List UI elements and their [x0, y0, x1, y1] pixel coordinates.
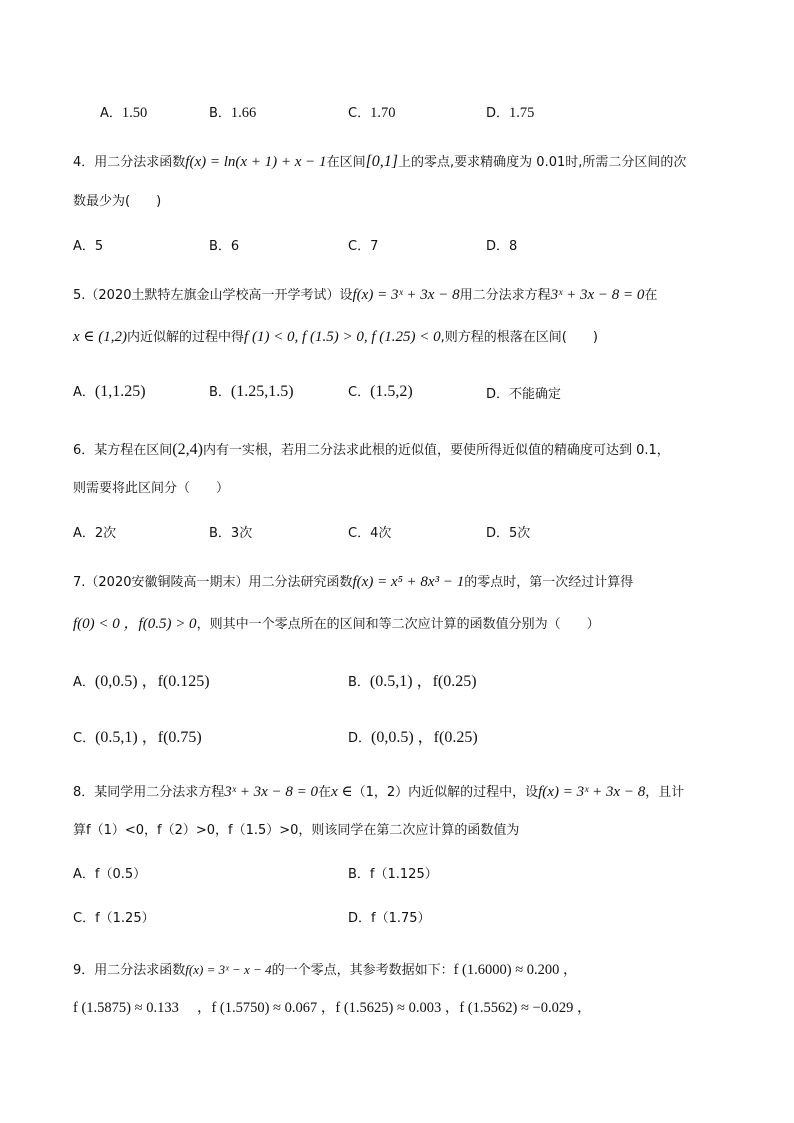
- q7-option-a: A．(0,0.5) ，f(0.125): [73, 673, 210, 690]
- q8-option-a: A．f（0.5）: [73, 867, 147, 882]
- q7-option-b: B．(0.5,1) ，f(0.25): [348, 673, 477, 690]
- q4-option-b: B．6: [209, 239, 240, 254]
- q3-option-d: D．1.75: [486, 105, 535, 121]
- q5-stem: 5.（2020土默特左旗金山学校高一开学考试）设f(x) = 3ˣ + 3x − 8用二分法求方程3ˣ + 3x − 8 = 0在: [73, 287, 658, 303]
- q4-stem-line2: 数最少为( ): [73, 194, 162, 209]
- q5-option-b: B．(1.25,1.5): [209, 383, 294, 400]
- q3-option-c: C．1.70: [348, 105, 396, 121]
- q4-option-c: C．7: [348, 239, 379, 254]
- q3-option-b: B．1.66: [209, 105, 257, 121]
- q6-option-d: D．5次: [486, 526, 531, 541]
- q5-option-c: C．(1.5,2): [348, 383, 413, 400]
- q9-stem: 9．用二分法求函数f(x) = 3ˣ − x − 4的一个零点，其参考数据如下：f (1.6000) ≈ 0.200 ，: [73, 962, 578, 978]
- q5-stem-line2: x ∈ (1,2)内近似解的过程中得f (1) < 0, f (1.5) > 0, f (1.25) < 0,则方程的根落在区间( ): [73, 329, 598, 345]
- q3-option-a: A．1.50: [100, 105, 148, 121]
- q6-stem: 6．某方程在区间(2,4)内有一实根，若用二分法求此根的近似值，要使所得近似值的精确度可达到 0.1，: [73, 441, 670, 458]
- q8-option-c: C．f（1.25）: [73, 911, 155, 926]
- q7-option-c: C．(0.5,1) ，f(0.75): [73, 729, 202, 746]
- q8-option-d: D．f（1.75）: [348, 911, 431, 926]
- q8-stem: 8．某同学用二分法求方程3ˣ + 3x − 8 = 0在x ∈（1，2）内近似解的过程中，设f(x) = 3ˣ + 3x − 8，且计: [73, 784, 685, 800]
- q7-stem-line2: f(0) < 0 ，f(0.5) > 0，则其中一个零点所在的区间和等二次应计算的函数值分别为（ ）: [73, 616, 600, 632]
- q8-stem-line2: 算f（1）<0，f（2）>0，f（1.5）>0，则该同学在第二次应计算的函数值为: [73, 823, 520, 838]
- q7-option-d: D．(0,0.5) ，f(0.25): [348, 729, 478, 746]
- q5-option-a: A．(1,1.25): [73, 383, 146, 400]
- q5-option-d: D．不能确定: [486, 387, 562, 402]
- q7-stem: 7.（2020安徽铜陵高一期末）用二分法研究函数f(x) = x⁵ + 8x³ − 1的零点时，第一次经过计算得: [73, 574, 634, 590]
- q4-option-a: A．5: [73, 239, 104, 254]
- q4-option-d: D．8: [486, 239, 518, 254]
- q6-option-c: C．4次: [348, 526, 392, 541]
- q6-stem-line2: 则需要将此区间分（ ）: [73, 481, 230, 496]
- q6-option-a: A．2次: [73, 526, 117, 541]
- q4-stem: 4．用二分法求函数f(x) = ln(x + 1) + x − 1在区间[0,1]上的零点,要求精确度为 0.01时,所需二分区间的次: [73, 153, 687, 170]
- q8-option-b: B．f（1.125）: [348, 867, 438, 882]
- q6-option-b: B．3次: [209, 526, 253, 541]
- q9-data-line2: f (1.5875) ≈ 0.133 ，f (1.5750) ≈ 0.067 ，f (1.5625) ≈ 0.003 ，f (1.5562) ≈ −0.029 ，: [73, 1000, 592, 1016]
